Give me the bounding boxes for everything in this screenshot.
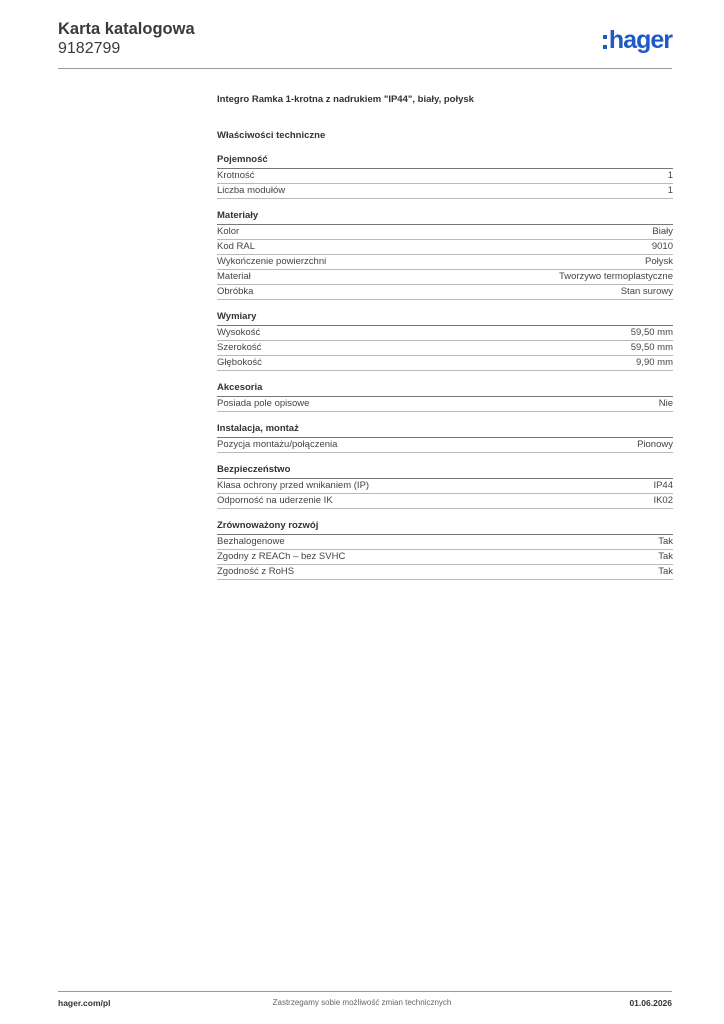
property-row (217, 341, 673, 356)
property-label: Pozycja montażu/połączenia (217, 439, 338, 450)
property-value: 9,90 mm (636, 357, 673, 368)
section-title: Zrównoważony rozwój (217, 520, 673, 535)
property-value: Biały (652, 226, 673, 237)
footer-disclaimer: Zastrzegamy sobie możliwość zmian technicznych (272, 998, 452, 1007)
property-value: IP44 (653, 480, 673, 491)
property-value: IK02 (653, 495, 673, 506)
property-value: Tworzywo termoplastyczne (558, 271, 673, 282)
property-value: 1 (667, 170, 673, 181)
property-label: Wysokość (217, 327, 261, 338)
footer-divider (58, 991, 672, 992)
main-content (217, 94, 673, 580)
property-label: Odporność na uderzenie IK (217, 495, 333, 506)
property-label: Obróbka (217, 286, 254, 297)
property-label: Kod RAL (217, 241, 256, 252)
property-label: Głębokość (217, 357, 262, 368)
property-value: 59,50 mm (630, 327, 673, 338)
property-row (217, 255, 673, 270)
property-value: 9010 (651, 241, 673, 252)
property-section (217, 464, 673, 509)
property-row (217, 479, 673, 494)
logo-dots-icon (603, 35, 607, 49)
logo-text: hager (608, 26, 672, 54)
property-value: Tak (658, 566, 673, 577)
property-value: 1 (667, 185, 673, 196)
section-title: Bezpieczeństwo (217, 464, 673, 479)
property-label: Bezhalogenowe (217, 536, 285, 547)
property-value: Nie (658, 398, 673, 409)
section-title: Akcesoria (217, 382, 673, 397)
property-row (217, 356, 673, 371)
document-title: Karta katalogowa (58, 20, 195, 38)
property-row (217, 326, 673, 341)
property-label: Zgodny z REACh – bez SVHC (217, 551, 346, 562)
property-section (217, 423, 673, 453)
section-title: Materiały (217, 210, 673, 225)
hager-logo (603, 28, 672, 53)
footer-date: 01.06.2026 (629, 998, 672, 1008)
property-label: Posiada pole opisowe (217, 398, 310, 409)
property-value: Połysk (645, 256, 673, 267)
property-section (217, 382, 673, 412)
property-row (217, 184, 673, 199)
property-row (217, 565, 673, 580)
property-row (217, 240, 673, 255)
property-label: Materiał (217, 271, 251, 282)
property-value: Stan surowy (620, 286, 673, 297)
product-title: Integro Ramka 1-krotna z nadrukiem "IP44", biały, połysk (217, 94, 474, 105)
property-value: Tak (658, 536, 673, 547)
property-section (217, 154, 673, 199)
footer-website: hager.com/pl (58, 998, 111, 1008)
property-label: Wykończenie powierzchni (217, 256, 327, 267)
section-title: Wymiary (217, 311, 673, 326)
section-title: Instalacja, montaż (217, 423, 673, 438)
property-label: Liczba modułów (217, 185, 286, 196)
property-section (217, 311, 673, 371)
property-row (217, 438, 673, 453)
property-row (217, 225, 673, 240)
property-row (217, 285, 673, 300)
property-section (217, 210, 673, 300)
property-label: Szerokość (217, 342, 262, 353)
property-row (217, 494, 673, 509)
property-value: Tak (658, 551, 673, 562)
property-label: Klasa ochrony przed wnikaniem (IP) (217, 480, 370, 491)
properties-heading: Właściwości techniczne (217, 130, 326, 141)
property-label: Kolor (217, 226, 240, 237)
property-row (217, 550, 673, 565)
header-divider (58, 68, 672, 69)
property-label: Zgodność z RoHS (217, 566, 295, 577)
property-value: 59,50 mm (630, 342, 673, 353)
property-row (217, 270, 673, 285)
product-code: 9182799 (58, 40, 121, 57)
property-row (217, 397, 673, 412)
properties-sections (217, 154, 673, 580)
property-row (217, 169, 673, 184)
property-row (217, 535, 673, 550)
property-label: Krotność (217, 170, 255, 181)
section-title: Pojemność (217, 154, 673, 169)
property-value: Pionowy (637, 439, 673, 450)
property-section (217, 520, 673, 580)
